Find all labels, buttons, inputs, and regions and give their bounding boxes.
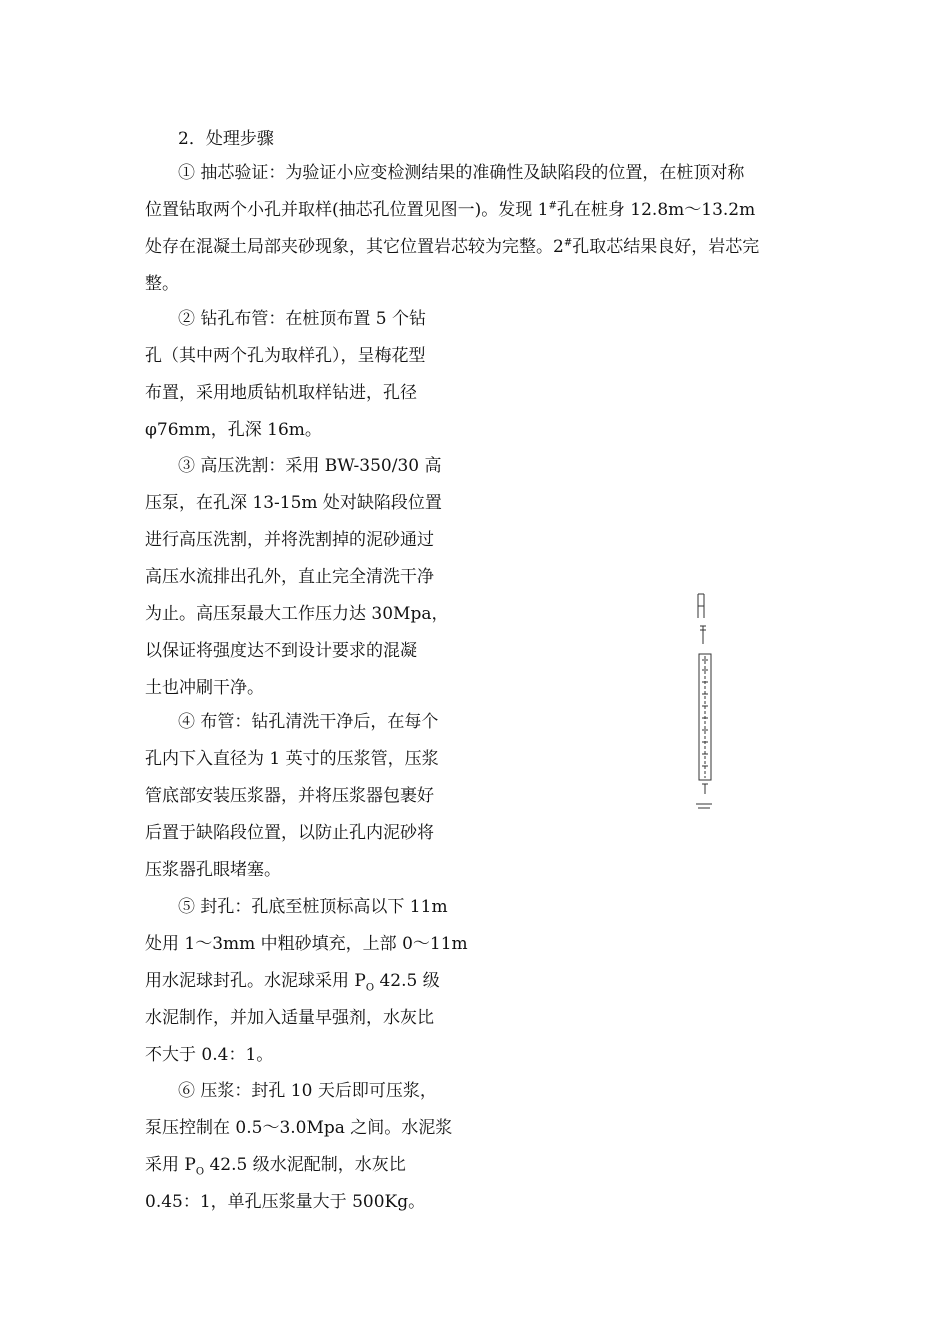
- text-line: 孔内下入直径为 1 英寸的压浆管，压浆: [145, 749, 439, 769]
- text-line: 采用 $P_O$ 42.5 级水泥配制，水灰比: [145, 1155, 406, 1178]
- text-line: 水泥制作，并加入适量早强剂，水灰比: [145, 1008, 434, 1028]
- text-line: φ76mm，孔深 16m。: [145, 420, 322, 440]
- text-line: ⑤ 封孔：孔底至桩顶标高以下 11m: [178, 897, 448, 917]
- text-line: 孔（其中两个孔为取样孔），呈梅花型: [145, 346, 426, 366]
- text-line: 泵压控制在 0.5～3.0Mpa 之间。水泥浆: [145, 1118, 453, 1138]
- text-line: 用水泥球封孔。水泥球采用 $P_O$ 42.5 级: [145, 971, 440, 994]
- text-line: ① 抽芯验证：为验证小应变检测结果的准确性及缺陷段的位置，在桩顶对称: [178, 163, 745, 183]
- text-line: ② 钻孔布管：在桩顶布置 5 个钻: [178, 309, 427, 329]
- text-line: 位置钻取两个小孔并取样(抽芯孔位置见图一)。发现 1#孔在桩身 12.8m～13.2m: [145, 200, 756, 220]
- text-line: 进行高压洗割，并将洗割掉的泥砂通过: [145, 530, 434, 550]
- text-line: 为止。高压泵最大工作压力达 30Mpa，: [145, 604, 449, 624]
- paragraph-hole-sealing: [145, 889, 467, 1074]
- text-line: ⑥ 压浆：封孔 10 天后即可压浆，: [178, 1081, 437, 1101]
- section-heading: 2．处理步骤: [178, 129, 274, 149]
- text-line: 后置于缺陷段位置，以防止孔内泥砂将: [145, 823, 434, 843]
- text-line: 压泵，在孔深 13-15m 处对缺陷段位置: [145, 493, 442, 513]
- text-line: ③ 高压洗割：采用 BW-350/30 高: [178, 456, 442, 476]
- text-line: ④ 布管：钻孔清洗干净后，在每个: [178, 712, 439, 732]
- text-line: 高压水流排出孔外，直止完全清洗干净: [145, 567, 434, 587]
- text-line: 布置，采用地质钻机取样钻进，孔径: [145, 383, 417, 403]
- text-line: 压浆器孔眼堵塞。: [145, 860, 281, 880]
- text-line: 以保证将强度达不到设计要求的混凝: [145, 641, 417, 661]
- text-line: 土也冲刷干净。: [145, 678, 264, 698]
- text-line: 处存在混凝土局部夹砂现象，其它位置岩芯较为完整。2#孔取芯结果良好，岩芯完: [145, 237, 760, 257]
- paragraph-drilling-layout: [145, 301, 467, 449]
- figure-pile-diagram: [690, 590, 722, 820]
- text-line: 管底部安装压浆器，并将压浆器包裹好: [145, 786, 434, 806]
- text-line: 处用 1～3mm 中粗砂填充，上部 0～11m: [145, 934, 468, 954]
- paragraph-pipe-laying: [145, 704, 467, 889]
- text-line: 0.45：1，单孔压浆量大于 500Kg。: [145, 1192, 426, 1212]
- paragraph-grouting: [145, 1073, 467, 1221]
- paragraph-core-verification: [145, 155, 810, 303]
- text-line: 不大于 0.4：1。: [145, 1045, 274, 1065]
- paragraph-high-pressure-cutting: [145, 448, 467, 707]
- text-line: 整。: [145, 274, 179, 294]
